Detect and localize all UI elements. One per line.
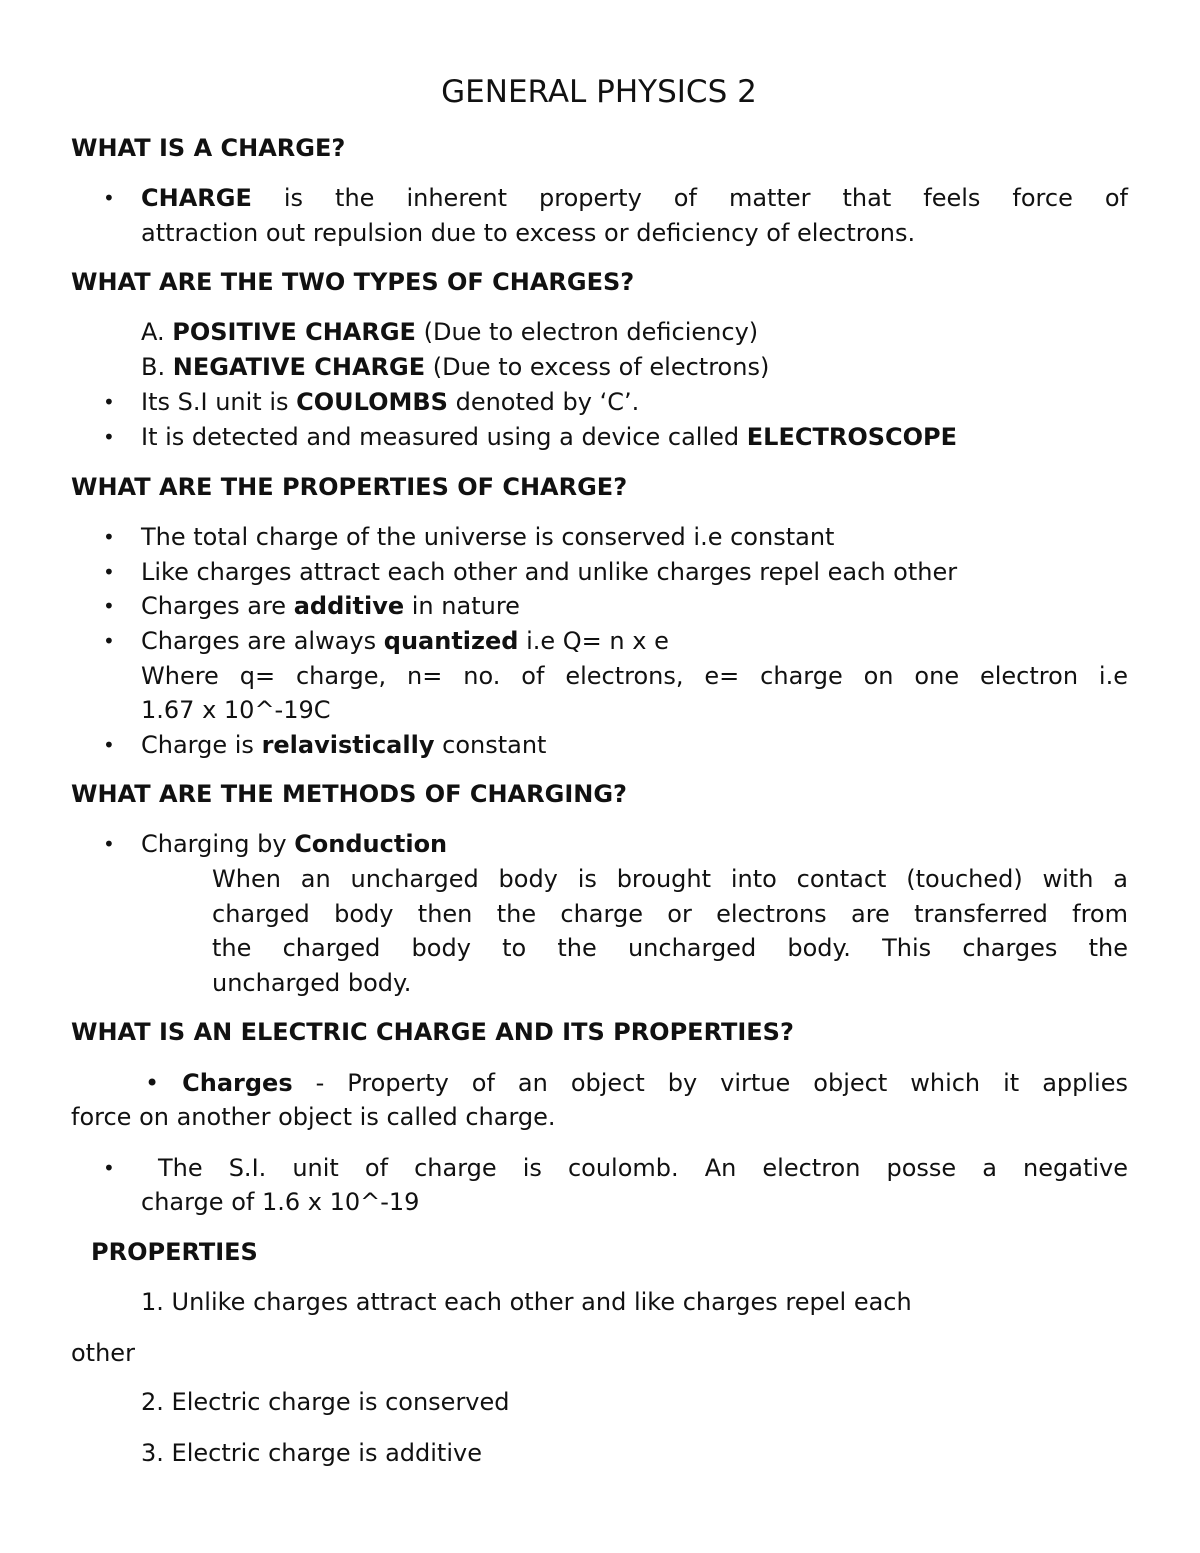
- property-additive: Charges are additive in nature: [141, 592, 520, 620]
- bullet-icon: •: [103, 390, 115, 414]
- quantized-value-line: 1.67 x 10^-19C: [141, 696, 331, 724]
- heading-properties-of-charge: WHAT ARE THE PROPERTIES OF CHARGE?: [71, 473, 628, 501]
- conduction-desc-line1: When an uncharged body is brought into contact (touched) with a: [212, 865, 1128, 893]
- charge-definition-line2: attraction out repulsion due to excess or deficiency of electrons.: [141, 219, 916, 247]
- charges-definition-line2: force on another object is called charge.: [71, 1103, 556, 1131]
- si-unit-item: Its S.I unit is COULOMBS denoted by ‘C’.: [141, 388, 640, 416]
- negative-charge-item: B. NEGATIVE CHARGE (Due to excess of electrons): [141, 353, 770, 381]
- bullet-icon: •: [103, 594, 115, 618]
- property-quantized: Charges are always quantized i.e Q= n x e: [141, 627, 669, 655]
- bullet-icon: •: [103, 525, 115, 549]
- bullet-icon: •: [103, 832, 115, 856]
- bullet-icon: •: [103, 1156, 115, 1180]
- bullet-icon: •: [145, 1069, 160, 1097]
- positive-charge-item: A. POSITIVE CHARGE (Due to electron deficiency): [141, 318, 759, 346]
- property-conserved: The total charge of the universe is conserved i.e constant: [141, 523, 835, 551]
- charges-definition-line1: • Charges - Property of an object by virtue object which it applies: [145, 1069, 1128, 1097]
- heading-electric-charge-properties: WHAT IS AN ELECTRIC CHARGE AND ITS PROPERTIES?: [71, 1018, 794, 1046]
- bullet-icon: •: [103, 629, 115, 653]
- bullet-icon: •: [103, 186, 115, 210]
- electroscope-item: It is detected and measured using a device called ELECTROSCOPE: [141, 423, 958, 451]
- property-item-2: 2. Electric charge is conserved: [141, 1388, 510, 1416]
- property-relativistic: Charge is relavistically constant: [141, 731, 547, 759]
- document-title: GENERAL PHYSICS 2: [441, 74, 757, 110]
- heading-properties: PROPERTIES: [91, 1238, 258, 1266]
- si-unit-coulomb-line1: The S.I. unit of charge is coulomb. An electron posse a negative: [158, 1154, 1128, 1182]
- property-item-1: 1. Unlike charges attract each other and like charges repel each: [141, 1288, 912, 1316]
- charge-definition-line1: CHARGE is the inherent property of matter that feels force of: [141, 184, 1128, 212]
- charge-term: CHARGE: [141, 184, 252, 212]
- conduction-desc-line2: charged body then the charge or electrons are transferred from: [212, 900, 1128, 928]
- heading-two-types: WHAT ARE THE TWO TYPES OF CHARGES?: [71, 268, 635, 296]
- si-unit-coulomb-line2: charge of 1.6 x 10^-19: [141, 1188, 420, 1216]
- method-conduction: Charging by Conduction: [141, 830, 448, 858]
- quantized-where-line: Where q= charge, n= no. of electrons, e= charge on one electron i.e: [141, 662, 1128, 690]
- bullet-icon: •: [103, 560, 115, 584]
- property-item-3: 3. Electric charge is additive: [141, 1439, 482, 1467]
- property-like-charges: Like charges attract each other and unlike charges repel each other: [141, 558, 958, 586]
- property-item-1-continued: other: [71, 1339, 135, 1367]
- bullet-icon: •: [103, 733, 115, 757]
- conduction-desc-line3: the charged body to the uncharged body. This charges the: [212, 934, 1128, 962]
- bullet-icon: •: [103, 425, 115, 449]
- conduction-desc-line4: uncharged body.: [212, 969, 412, 997]
- heading-what-is-charge: WHAT IS A CHARGE?: [71, 134, 346, 162]
- heading-methods-of-charging: WHAT ARE THE METHODS OF CHARGING?: [71, 780, 627, 808]
